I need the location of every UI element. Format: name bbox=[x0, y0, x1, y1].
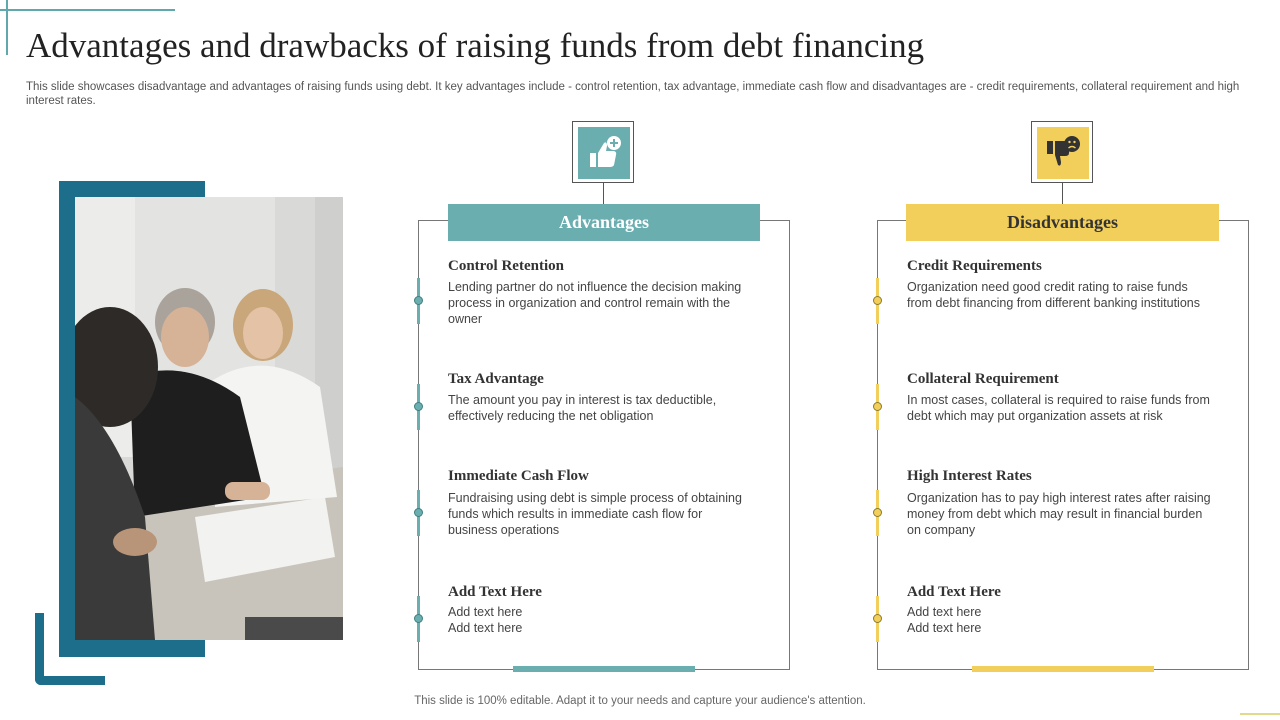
slide-title: Advantages and drawbacks of raising funds from debt financing bbox=[26, 26, 925, 65]
advantage-marker-dot bbox=[414, 296, 423, 305]
disadvantage-item-title: Credit Requirements bbox=[907, 258, 1042, 274]
thumbs-down-sad-icon bbox=[1043, 133, 1083, 173]
advantage-item-title: Control Retention bbox=[448, 258, 564, 274]
advantages-icon-box bbox=[572, 121, 634, 183]
corner-accent-mark bbox=[1240, 713, 1280, 715]
advantage-item-desc: Add text here Add text here bbox=[448, 605, 523, 635]
advantage-item-desc: Lending partner do not influence the decision making process in organization and control remain with the owner bbox=[448, 280, 742, 326]
disadvantage-item-desc: Organization has to pay high interest rates after raising money from debt which may result in financial burden on company bbox=[907, 491, 1211, 537]
left-accent-line bbox=[6, 0, 8, 55]
advantages-bottom-bar bbox=[513, 666, 695, 672]
disadvantage-marker-dot bbox=[873, 296, 882, 305]
advantage-item-title: Add Text Here bbox=[448, 584, 542, 600]
thumbs-up-plus-icon bbox=[586, 135, 622, 171]
disadvantages-icon-box bbox=[1031, 121, 1093, 183]
disadvantage-item-title: Collateral Requirement bbox=[907, 371, 1059, 387]
advantage-marker-dot bbox=[414, 614, 423, 623]
disadvantage-marker-dot bbox=[873, 402, 882, 411]
disadvantages-bottom-bar bbox=[972, 666, 1154, 672]
advantage-item-title: Tax Advantage bbox=[448, 371, 544, 387]
advantages-connector bbox=[603, 183, 604, 204]
disadvantages-connector bbox=[1062, 183, 1063, 204]
disadvantages-heading: Disadvantages bbox=[906, 204, 1219, 241]
slide-footer-note: This slide is 100% editable. Adapt it to your needs and capture your audience's attention. bbox=[414, 695, 866, 707]
disadvantage-item-desc: Organization need good credit rating to raise funds from debt financing from different banking institutions bbox=[907, 280, 1200, 310]
disadvantage-item-title: High Interest Rates bbox=[907, 468, 1032, 484]
advantages-heading: Advantages bbox=[448, 204, 760, 241]
advantage-item-title: Immediate Cash Flow bbox=[448, 468, 589, 484]
meeting-photo-illustration bbox=[75, 197, 343, 640]
disadvantage-item-title: Add Text Here bbox=[907, 584, 1001, 600]
advantage-item-desc: The amount you pay in interest is tax deductible, effectively reducing the net obligation bbox=[448, 393, 717, 423]
advantage-marker-dot bbox=[414, 508, 423, 517]
advantage-marker-dot bbox=[414, 402, 423, 411]
slide-subtitle: This slide showcases disadvantage and advantages of raising funds using debt. It key advantages include - control retention, tax advantage, immediate cash flow and disadvantages are - credit requirements, collateral requirement and high interest rates. bbox=[26, 81, 1240, 107]
disadvantage-marker-dot bbox=[873, 508, 882, 517]
disadvantage-item-desc: In most cases, collateral is required to raise funds from debt which may put organization assets at risk bbox=[907, 393, 1210, 423]
disadvantage-marker-dot bbox=[873, 614, 882, 623]
advantage-item-desc: Fundraising using debt is simple process of obtaining funds which results in immediate cash flow for business operations bbox=[448, 491, 742, 537]
meeting-photo bbox=[75, 197, 343, 640]
disadvantage-item-desc: Add text here Add text here bbox=[907, 605, 982, 635]
top-accent-line bbox=[0, 9, 175, 11]
